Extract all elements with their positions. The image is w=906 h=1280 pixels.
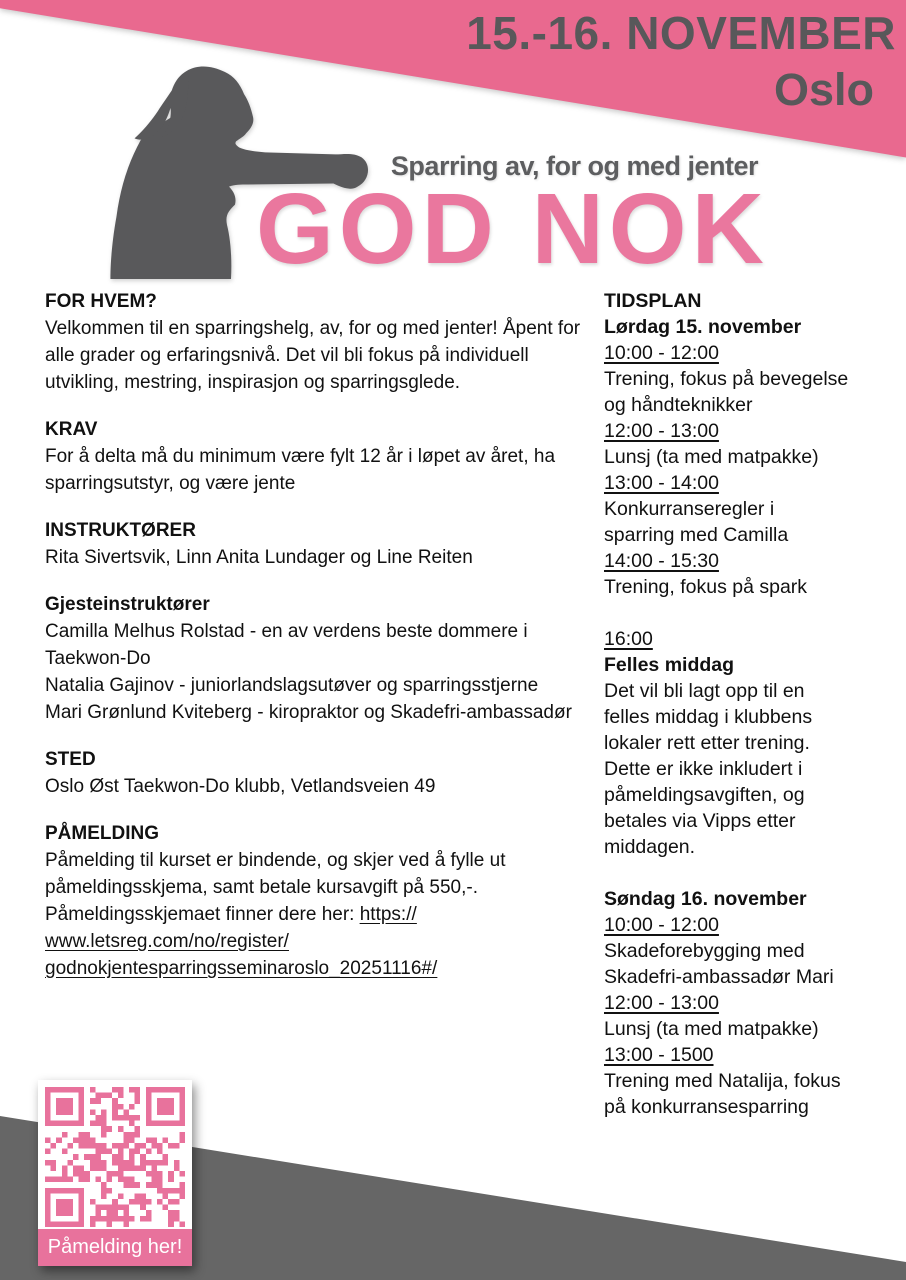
schedule-activity: Skadeforebygging med Skadefri-ambassadør Mari [604,940,834,988]
schedule-column [604,288,850,1120]
section-for-hvem [45,288,601,396]
schedule-time: 16:00 [604,628,653,650]
section-body: Rita Sivertsvik, Linn Anita Lundager og Line Reiten [45,547,473,568]
section-body: Påmelding til kurset er bindende, og skjer ved å fylle ut påmeldingsskjema, samt betale kursavgift på 550,-. [45,850,506,898]
event-dates: 15.-16. NOVEMBER [466,7,896,59]
schedule-time: 12:00 - 13:00 [604,420,719,442]
link-line: https:// [359,904,417,925]
section-body: Oslo Øst Taekwon-Do klubb, Vetlandsveien 49 [45,776,436,797]
schedule-day-saturday [604,314,850,860]
schedule-item [604,1042,850,1120]
logo-tagline: Sparring av, for og med jenter [390,151,758,181]
day-heading: Lørdag 15. november [604,316,802,338]
schedule-activity: Lunsj (ta med matpakke) [604,446,819,468]
info-column [45,288,601,1002]
day-heading: Søndag 16. november [604,888,807,910]
schedule-time: 10:00 - 12:00 [604,342,719,364]
schedule-time: 13:00 - 14:00 [604,472,719,494]
registration-link-paragraph [45,901,601,982]
registration-qr-card [38,1080,192,1266]
dinner-body: Det vil bli lagt opp til en felles middag i klubbens lokaler rett etter trening. Dette er ikke inkludert i påmeldingsavgiften, og betales via Vipps etter middagen. [604,680,813,858]
schedule-activity: Trening, fokus på bevegelse og håndteknikker [604,368,849,416]
schedule-time: 10:00 - 12:00 [604,914,719,936]
schedule-activity: Lunsj (ta med matpakke) [604,1018,819,1040]
section-sted [45,746,601,800]
section-heading: Gjesteinstruktører [45,594,210,615]
schedule-time: 12:00 - 13:00 [604,992,719,1014]
logo-title: GOD NOK [256,173,769,285]
section-heading: INSTRUKTØRER [45,520,196,541]
qr-code [45,1087,185,1227]
dinner-title: Felles middag [604,654,735,676]
guest-instructor-line: Natalia Gajinov - juniorlandslagsutøver og sparringsstjerne [45,675,539,696]
link-label: Påmeldingsskjemaet finner dere her: [45,904,360,925]
section-body: Velkommen til en sparringshelg, av, for og med jenter! Åpent for alle grader og erfaringsnivå. Det vil bli fokus på individuell utvikling, mestring, inspirasjon og sparringsglede. [45,318,581,393]
section-instruktorer [45,517,601,571]
schedule-item [604,912,850,990]
link-line: www.letsreg.com/no/register/ [45,931,289,952]
section-heading: FOR HVEM? [45,291,157,312]
section-body: For å delta må du minimum være fylt 12 år i løpet av året, ha sparringsutstyr, og være jente [45,446,556,494]
section-krav [45,416,601,497]
schedule-item [604,470,850,548]
schedule-activity: Trening med Natalija, fokus på konkurransesparring [604,1070,841,1118]
event-city: Oslo [773,64,874,115]
section-heading: PÅMELDING [45,823,159,844]
schedule-item [604,990,850,1042]
dinner-block [604,626,850,860]
schedule-item [604,548,850,600]
schedule-time: 14:00 - 15:30 [604,550,719,572]
link-line: godnokjentesparringsseminaroslo_20251116#/ [45,958,438,979]
schedule-activity: Trening, fokus på spark [604,576,808,598]
schedule-item [604,418,850,470]
guest-instructor-line: Camilla Melhus Rolstad - en av verdens beste dommere i Taekwon-Do [45,621,528,669]
schedule-heading: TIDSPLAN [604,290,702,312]
section-heading: STED [45,749,96,770]
schedule-item [604,340,850,418]
schedule-activity: Konkurranseregler i sparring med Camilla [604,498,789,546]
section-pamelding [45,820,601,982]
section-heading: KRAV [45,419,98,440]
guest-instructor-line: Mari Grønlund Kviteberg - kiropraktor og Skadefri-ambassadør [45,702,572,723]
registration-button[interactable]: Påmelding her! [38,1229,192,1266]
schedule-day-sunday [604,886,850,1120]
section-gjesteinstruktorer [45,591,601,726]
schedule-time: 13:00 - 1500 [604,1044,714,1066]
